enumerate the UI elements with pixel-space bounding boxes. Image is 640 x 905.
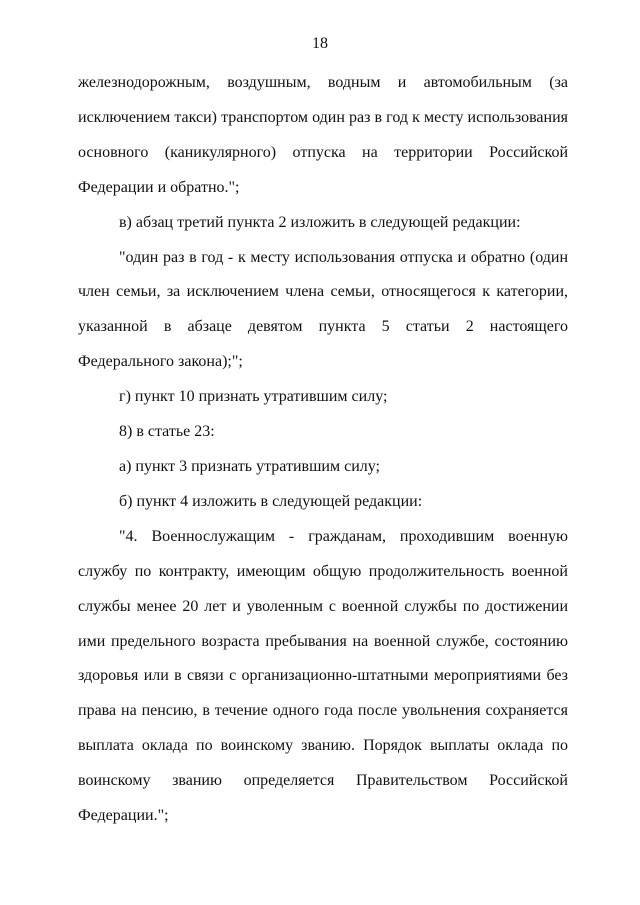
paragraph-item-a: а) пункт 3 признать утратившим силу;	[119, 457, 380, 475]
document-body	[78, 66, 568, 834]
paragraph-item-v: в) абзац третий пункта 2 изложить в следующей редакции:	[119, 213, 521, 231]
page-number: 18	[312, 35, 328, 52]
paragraph-transport-continuation: железнодорожным, воздушным, водным и автомобильным (за исключением такси) транспортом один раз в год к месту использования основного (каникулярного) отпуска на территории Российской Федерации и обратно.";	[78, 74, 568, 196]
paragraph-quote-point-4: "4. Военнослужащим - гражданам, проходившим военную службу по контракту, имеющим общую продолжительность военной службы менее 20 лет и уволенным с военной службы по достижении ими предельного возраста пребывания на военной службе, состоянию здоровья или в связи с организационно-штатными мероприятиями без права на пенсию, в течение одного года после увольнения сохраняется выплата оклада по воинскому званию. Порядок выплаты оклада по воинскому званию определяется Правительством Российской Федерации.";	[78, 527, 568, 825]
paragraph-item-b: б) пункт 4 изложить в следующей редакции:	[119, 492, 423, 510]
paragraph-quote-once-a-year: "один раз в год - к месту использования отпуска и обратно (один член семьи, за исключением члена семьи, относящегося к категории, указанной в абзаце девятом пункта 5 статьи 2 настоящего Федерального закона);";	[78, 248, 568, 371]
paragraph-article-23: 8) в статье 23:	[119, 423, 215, 441]
paragraph-item-g: г) пункт 10 признать утратившим силу;	[119, 388, 388, 406]
